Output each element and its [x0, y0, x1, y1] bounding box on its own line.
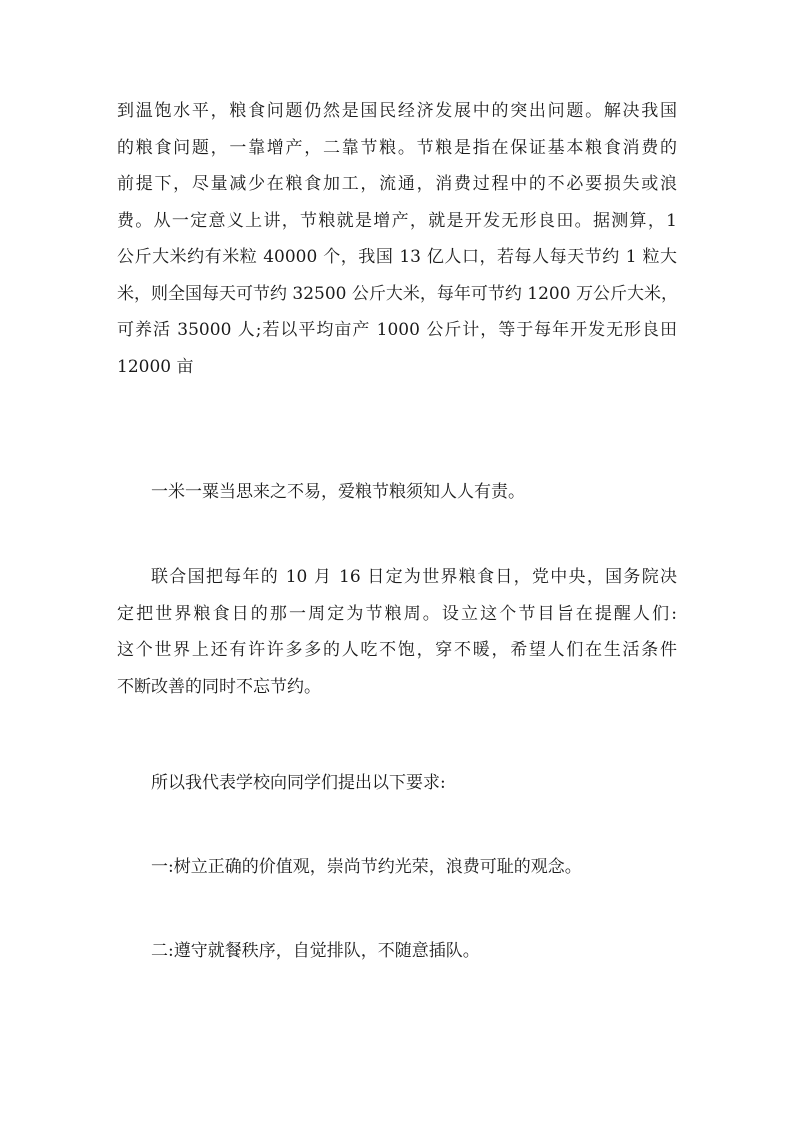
text-line: 米，则全国每天可节约 32500 公斤大米，每年可节约 1200 万公斤大米， — [117, 283, 678, 304]
text-line: 一:树立正确的价值观，崇尚节约光荣，浪费可耻的观念。 — [151, 857, 582, 877]
text-line: 可养活 35000 人;若以平均亩产 1000 公斤计，等于每年开发无形良田 — [117, 320, 677, 340]
text-line: 一米一粟当思来之不易，爱粮节粮须知人人有责。 — [151, 482, 525, 502]
paragraph-requirement-2 — [117, 933, 677, 970]
paragraph-requirements-intro — [117, 765, 677, 802]
text-line: 费。从一定意义上讲，节粮就是增产，就是开发无形良田。据测算，1 — [117, 210, 677, 231]
text-line: 前提下，尽量减少在粮食加工，流通，消费过程中的不必要损失或浪 — [117, 174, 677, 194]
text-line: 二:遵守就餐秩序，自觉排队，不随意插队。 — [151, 941, 480, 961]
text-line: 定把世界粮食日的那一周定为节粮周。设立这个节目旨在提醒人们: — [117, 603, 677, 624]
text-line: 这个世界上还有许许多多的人吃不饱，穿不暖，希望人们在生活条件 — [117, 640, 677, 660]
text-line: 到温饱水平，粮食问题仍然是国民经济发展中的突出问题。解决我国 — [117, 101, 677, 121]
text-line: 12000 亩 — [117, 356, 194, 377]
text-line: 联合国把每年的 10 月 16 日定为世界粮食日，党中央，国务院决 — [151, 567, 677, 587]
text-line: 公斤大米约有米粒 40000 个，我国 13 亿人口，若每人每天节约 1 粒大 — [117, 247, 677, 267]
text-line: 不断改善的同时不忘节约。 — [117, 676, 321, 697]
text-line: 的粮食问题，一靠增产，二靠节粮。节粮是指在保证基本粮食消费的 — [117, 137, 677, 158]
paragraph-world-food-day — [117, 559, 677, 705]
text-line: 所以我代表学校向同学们提出以下要求: — [151, 773, 446, 793]
paragraph-grain-saving — [117, 93, 677, 385]
paragraph-requirement-1 — [117, 849, 677, 886]
paragraph-motto — [117, 474, 677, 511]
